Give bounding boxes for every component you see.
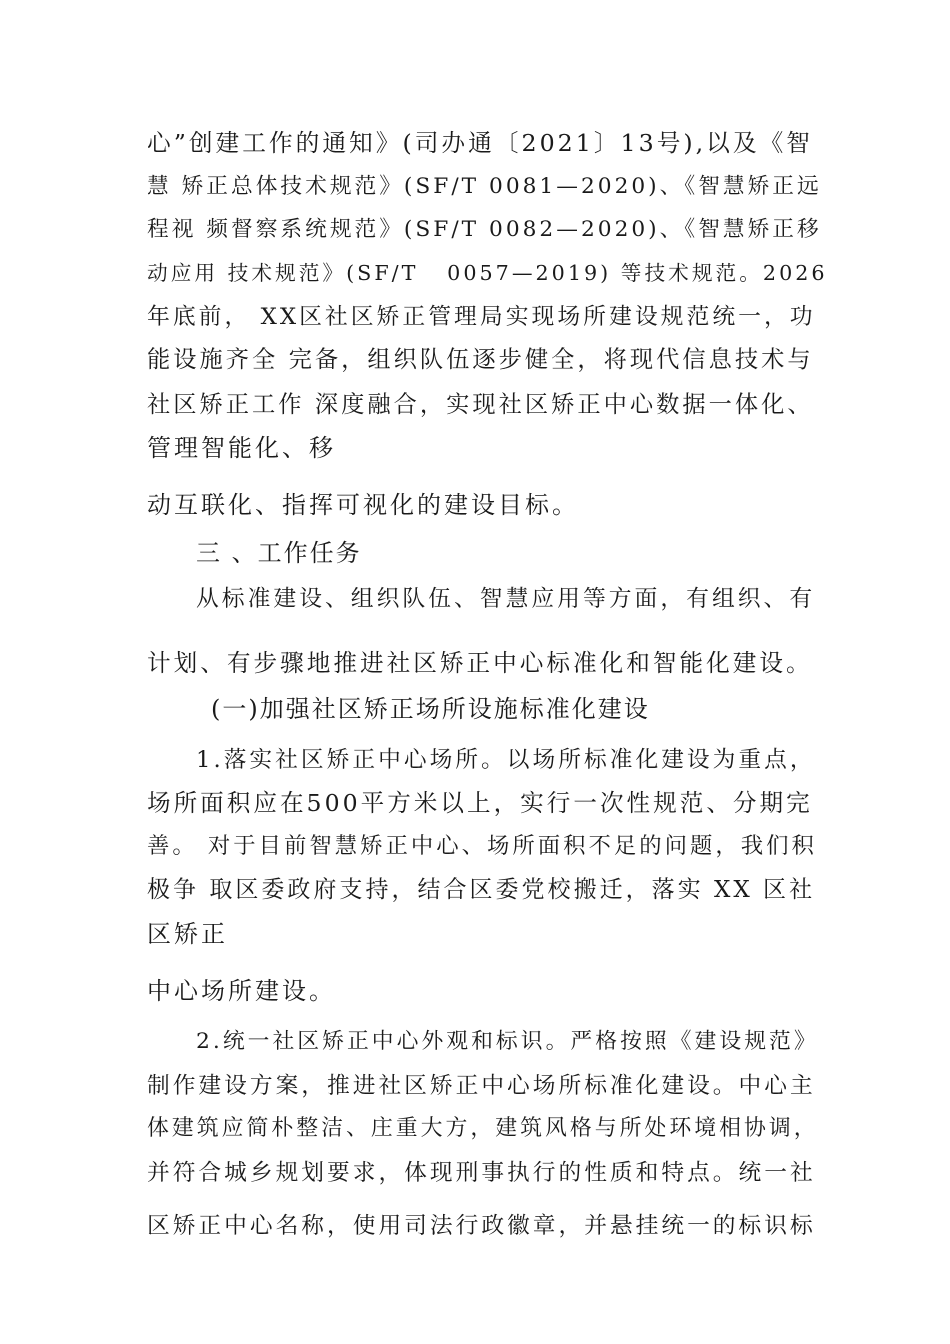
text-line: 并符合城乡规划要求，体现刑事执行的性质和特点。统一社 — [147, 1160, 816, 1186]
text-line: 区矫正 — [147, 920, 228, 948]
text-line: 极争 取区委政府支持，结合区委党校搬迁，落实 XX 区社 — [147, 877, 816, 903]
text-line: 区矫正中心名称，使用司法行政徽章，并悬挂统一的标识标 — [147, 1213, 816, 1239]
text-line: 社区矫正工作 深度融合，实现社区矫正中心数据一体化、 — [147, 391, 814, 418]
subsection-heading: (一)加强社区矫正场所设施标准化建设 — [211, 695, 650, 723]
text-line: 心”创建工作的通知》(司办通〔2021〕13号),以及《智 — [147, 129, 813, 157]
text-line: 能设施齐全 完备，组织队伍逐步健全，将现代信息技术与 — [147, 346, 814, 373]
text-line: 2.统一社区矫正中心外观和标识。严格按照《建设规范》 — [196, 1029, 819, 1054]
text-line: 管理智能化、移 — [147, 434, 336, 462]
text-line: 动互联化、指挥可视化的建设目标。 — [147, 491, 579, 519]
text-line: 年底前， XX区社区矫正管理局实现场所建设规范统一，功 — [147, 304, 816, 330]
text-line: 1.落实社区矫正中心场所。以场所标准化建设为重点， — [196, 747, 816, 773]
text-line: 中心场所建设。 — [147, 977, 336, 1005]
text-line: 场所面积应在500平方米以上，实行一次性规范、分期完 — [147, 789, 813, 817]
text-line: 从标准建设、组织队伍、智慧应用等方面，有组织、有 — [196, 586, 816, 612]
section-heading: 三 、工作任务 — [196, 539, 362, 567]
text-line: 善。 对于目前智慧矫正中心、场所面积不足的问题，我们积 — [147, 833, 817, 859]
text-line: 体建筑应简朴整洁、庄重大方，建筑风格与所处环境相协调， — [147, 1116, 819, 1141]
text-line: 动应用 技术规范》(SF/T 0057—2019) 等技术规范。2026 — [147, 261, 828, 285]
text-line: 慧 矫正总体技术规范》(SF/T 0081—2020)、《智慧矫正远 — [147, 174, 822, 199]
text-line: 计划、有步骤地推进社区矫正中心标准化和智能化建设。 — [147, 649, 813, 677]
text-line: 程视 频督察系统规范》(SF/T 0082—2020)、《智慧矫正移 — [147, 217, 822, 242]
text-line: 制作建设方案，推进社区矫正中心场所标准化建设。中心主 — [147, 1073, 816, 1099]
